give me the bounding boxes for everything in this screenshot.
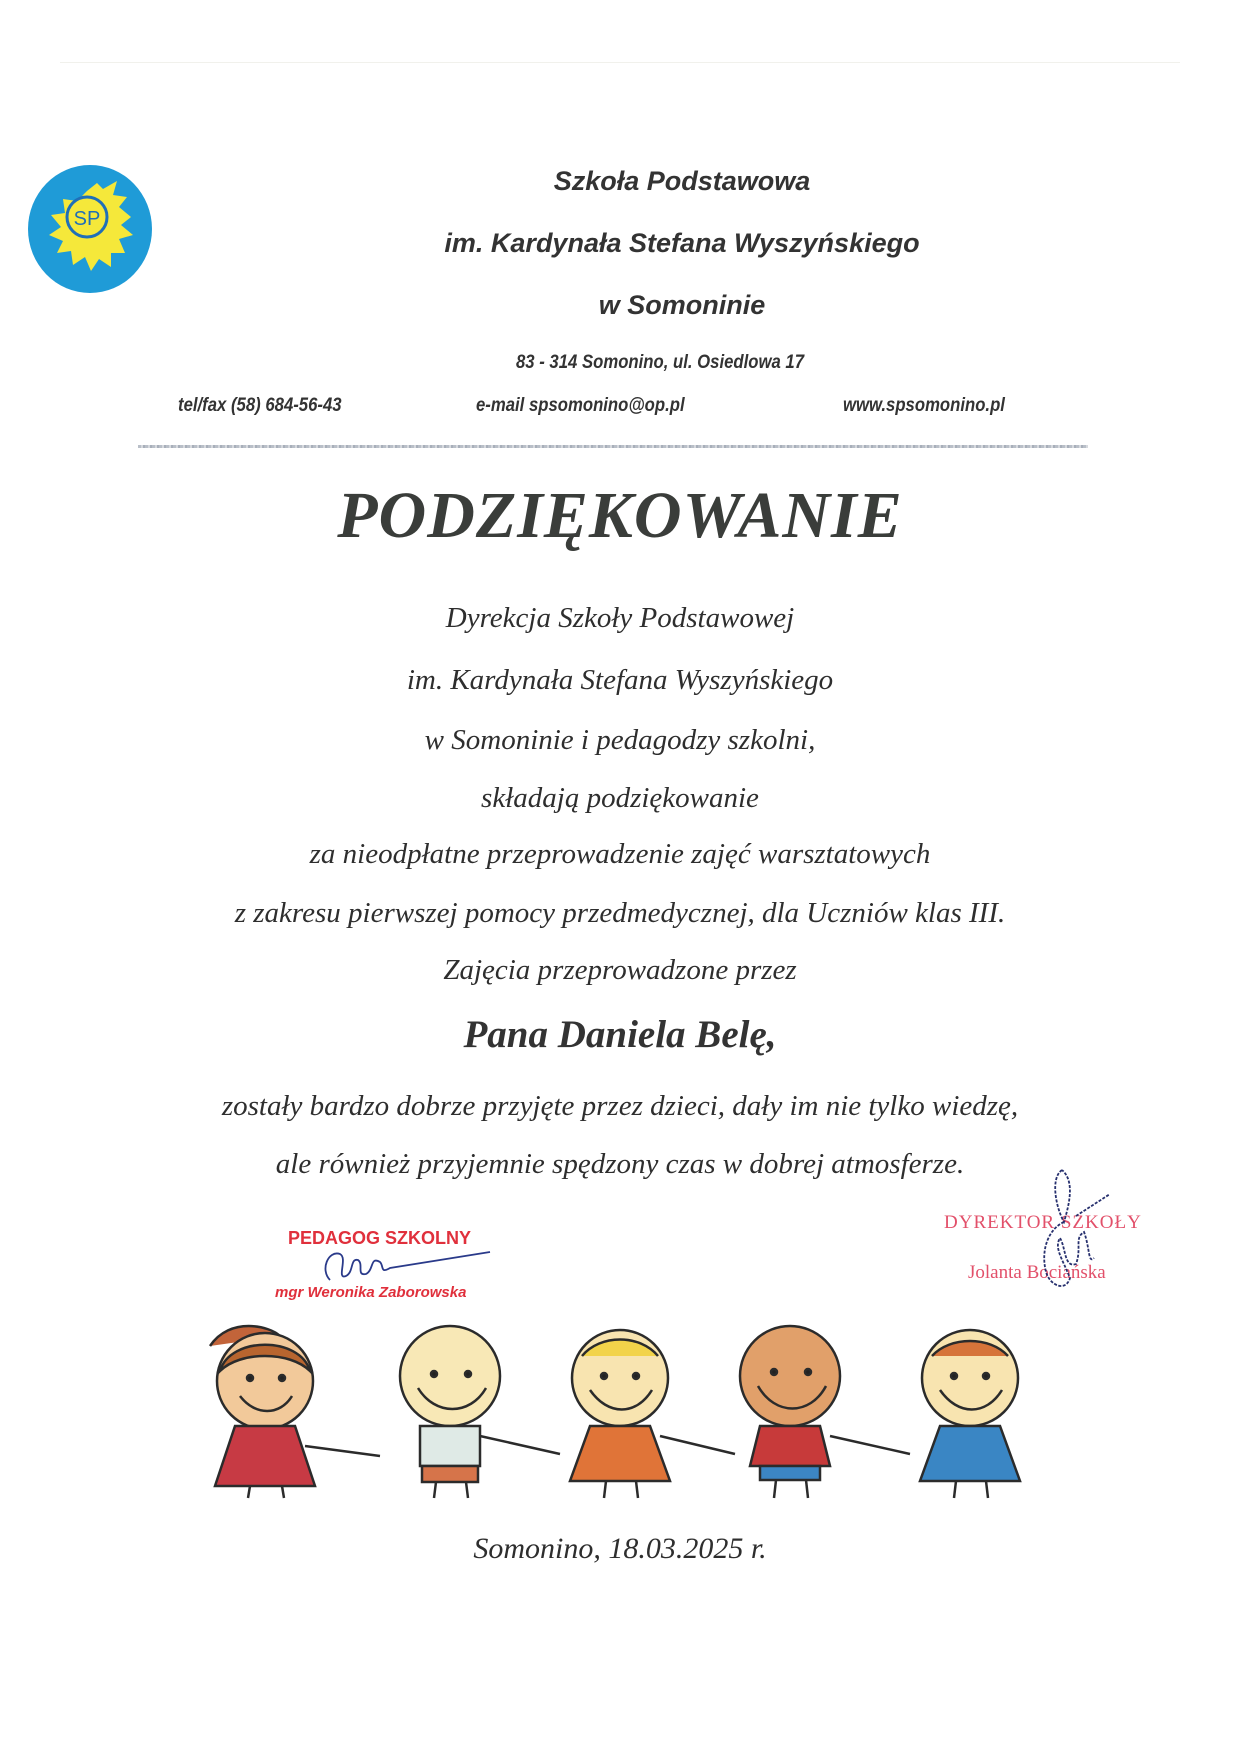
- body-line: w Somoninie i pedagodzy szkolni,: [424, 724, 816, 756]
- director-signature: [1010, 1168, 1140, 1308]
- document-title: PODZIĘKOWANIE: [337, 479, 903, 552]
- body-line: im. Kardynała Stefana Wyszyńskiego: [406, 664, 834, 696]
- director-stamp-title: DYREKTOR SZKOŁY: [944, 1212, 1142, 1233]
- closing-line: zostały bardzo dobrze przyjęte przez dzieci, dały im nie tylko wiedzę,: [221, 1090, 1019, 1122]
- body-line: Dyrekcja Szkoły Podstawowej: [445, 602, 795, 634]
- closing-line: ale również przyjemnie spędzony czas w dobrej atmosferze.: [275, 1148, 965, 1180]
- child-figure: [920, 1330, 1020, 1498]
- school-name: Szkoła Podstawowa: [553, 166, 811, 196]
- child-figure: [400, 1326, 560, 1498]
- body-line: składają podziękowanie: [481, 782, 759, 814]
- school-patron: im. Kardynała Stefana Wyszyńskiego: [444, 228, 920, 258]
- header-divider: [138, 445, 1088, 448]
- body-line: z zakresu pierwszej pomocy przedmedycznej, dla Uczniów klas III.: [234, 897, 1006, 929]
- director-stamp-name: Jolanta Bociańska: [968, 1262, 1106, 1283]
- pedagog-stamp-title: PEDAGOG SZKOLNY: [288, 1228, 472, 1248]
- pedagog-signature: [300, 1240, 500, 1290]
- child-figure: [570, 1330, 735, 1498]
- document-date: Somonino, 18.03.2025 r.: [473, 1532, 767, 1565]
- children-illustration: [190, 1316, 1110, 1501]
- body-line: za nieodpłatne przeprowadzenie zajęć warsztatowych: [309, 838, 931, 870]
- recipient-name: Pana Daniela Belę,: [463, 1013, 777, 1056]
- school-phone: tel/fax (58) 684-56-43: [178, 395, 342, 416]
- pedagog-stamp-name: mgr Weronika Zaborowska: [275, 1284, 467, 1301]
- logo-text: SP: [73, 208, 101, 230]
- school-email: e-mail spsomonino@op.pl: [476, 395, 685, 416]
- page-edge-line: [60, 62, 1180, 63]
- school-website: www.spsomonino.pl: [843, 395, 1005, 416]
- school-town: w Somoninie: [598, 290, 766, 320]
- body-line: Zajęcia przeprowadzone przez: [443, 954, 797, 986]
- school-address: 83 - 314 Somonino, ul. Osiedlowa 17: [515, 352, 805, 373]
- child-figure: [740, 1326, 910, 1498]
- child-figure: [210, 1326, 380, 1498]
